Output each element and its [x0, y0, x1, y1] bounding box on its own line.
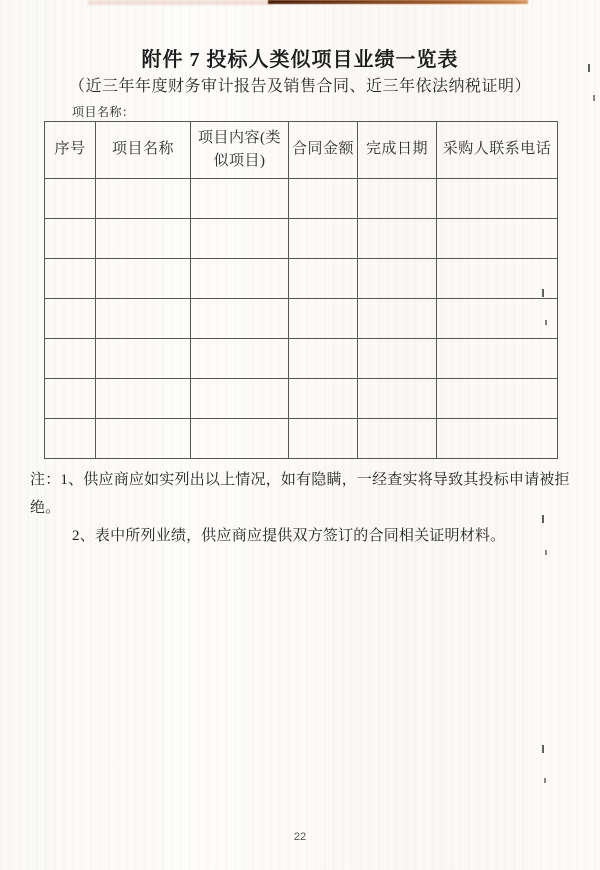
table-cell [191, 219, 289, 259]
table-cell [437, 219, 558, 259]
table-cell [45, 339, 96, 379]
page-subtitle: （近三年年度财务审计报告及销售合同、近三年依法纳税证明） [68, 78, 531, 95]
table-body [45, 179, 558, 459]
column-header-purchaser-phone: 采购人联系电话 [437, 122, 558, 179]
table-cell [437, 259, 558, 299]
table-cell [289, 299, 358, 339]
table-cell [45, 379, 96, 419]
table-cell [289, 259, 358, 299]
table-cell [358, 259, 437, 299]
table-cell [191, 179, 289, 219]
scan-artifact-tick [542, 289, 544, 297]
scan-artifact-tick [545, 550, 547, 555]
table-cell [45, 419, 96, 459]
table-cell [437, 419, 558, 459]
table-cell [358, 219, 437, 259]
table-cell [45, 219, 96, 259]
table-cell [45, 259, 96, 299]
project-name-label: 项目名称： [72, 105, 135, 119]
table-row [45, 219, 558, 259]
page-number: 22 [293, 831, 307, 843]
scan-artifact-tick [545, 320, 547, 325]
table-cell [45, 179, 96, 219]
table-row [45, 299, 558, 339]
table-cell [96, 219, 191, 259]
table-cell [191, 379, 289, 419]
column-header-project-name: 项目名称 [96, 122, 191, 179]
table-cell [191, 419, 289, 459]
table-cell [289, 219, 358, 259]
table-cell [358, 419, 437, 459]
scan-artifact-pink-smudge [88, 0, 273, 5]
table-cell [289, 419, 358, 459]
page-title: 附件 7 投标人类似项目业绩一览表 [141, 49, 459, 71]
scan-artifact-top-streak [268, 0, 528, 4]
table-cell [358, 179, 437, 219]
scan-artifact-tick [542, 515, 544, 523]
table-cell [437, 299, 558, 339]
notes-block [30, 466, 592, 550]
note-line-2: 2、表中所列业绩，供应商应提供双方签订的合同相关证明材料。 [72, 528, 506, 544]
table-header-row [45, 122, 558, 179]
column-header-completion-date: 完成日期 [358, 122, 437, 179]
table-row [45, 419, 558, 459]
table-cell [437, 179, 558, 219]
table-cell [96, 419, 191, 459]
column-header-contract-amount: 合同金额 [289, 122, 358, 179]
similar-projects-performance-table [44, 121, 558, 459]
table-cell [437, 339, 558, 379]
table-cell [289, 179, 358, 219]
table-cell [45, 299, 96, 339]
table-cell [96, 339, 191, 379]
table-cell [437, 379, 558, 419]
table-cell [358, 299, 437, 339]
table-row [45, 379, 558, 419]
column-header-project-content: 项目内容(类似项目) [191, 122, 289, 179]
table-cell [191, 259, 289, 299]
table-row [45, 179, 558, 219]
table-cell [289, 339, 358, 379]
scan-artifact-tick [542, 745, 544, 753]
table-cell [96, 379, 191, 419]
table-cell [96, 299, 191, 339]
scan-artifact-tick [593, 95, 595, 101]
table-cell [358, 339, 437, 379]
table-cell [191, 299, 289, 339]
scan-artifact-tick [588, 64, 590, 72]
table-row [45, 259, 558, 299]
scan-artifact-tick [544, 778, 546, 783]
table-cell [96, 259, 191, 299]
table-row [45, 339, 558, 379]
column-header-serial-number: 序号 [45, 122, 96, 179]
table-cell [358, 379, 437, 419]
table-cell [96, 179, 191, 219]
table-cell [289, 379, 358, 419]
note-line-1: 注：1、供应商应如实列出以上情况，如有隐瞒，一经查实将导致其投标申请被拒绝。 [30, 472, 570, 516]
table-cell [191, 339, 289, 379]
